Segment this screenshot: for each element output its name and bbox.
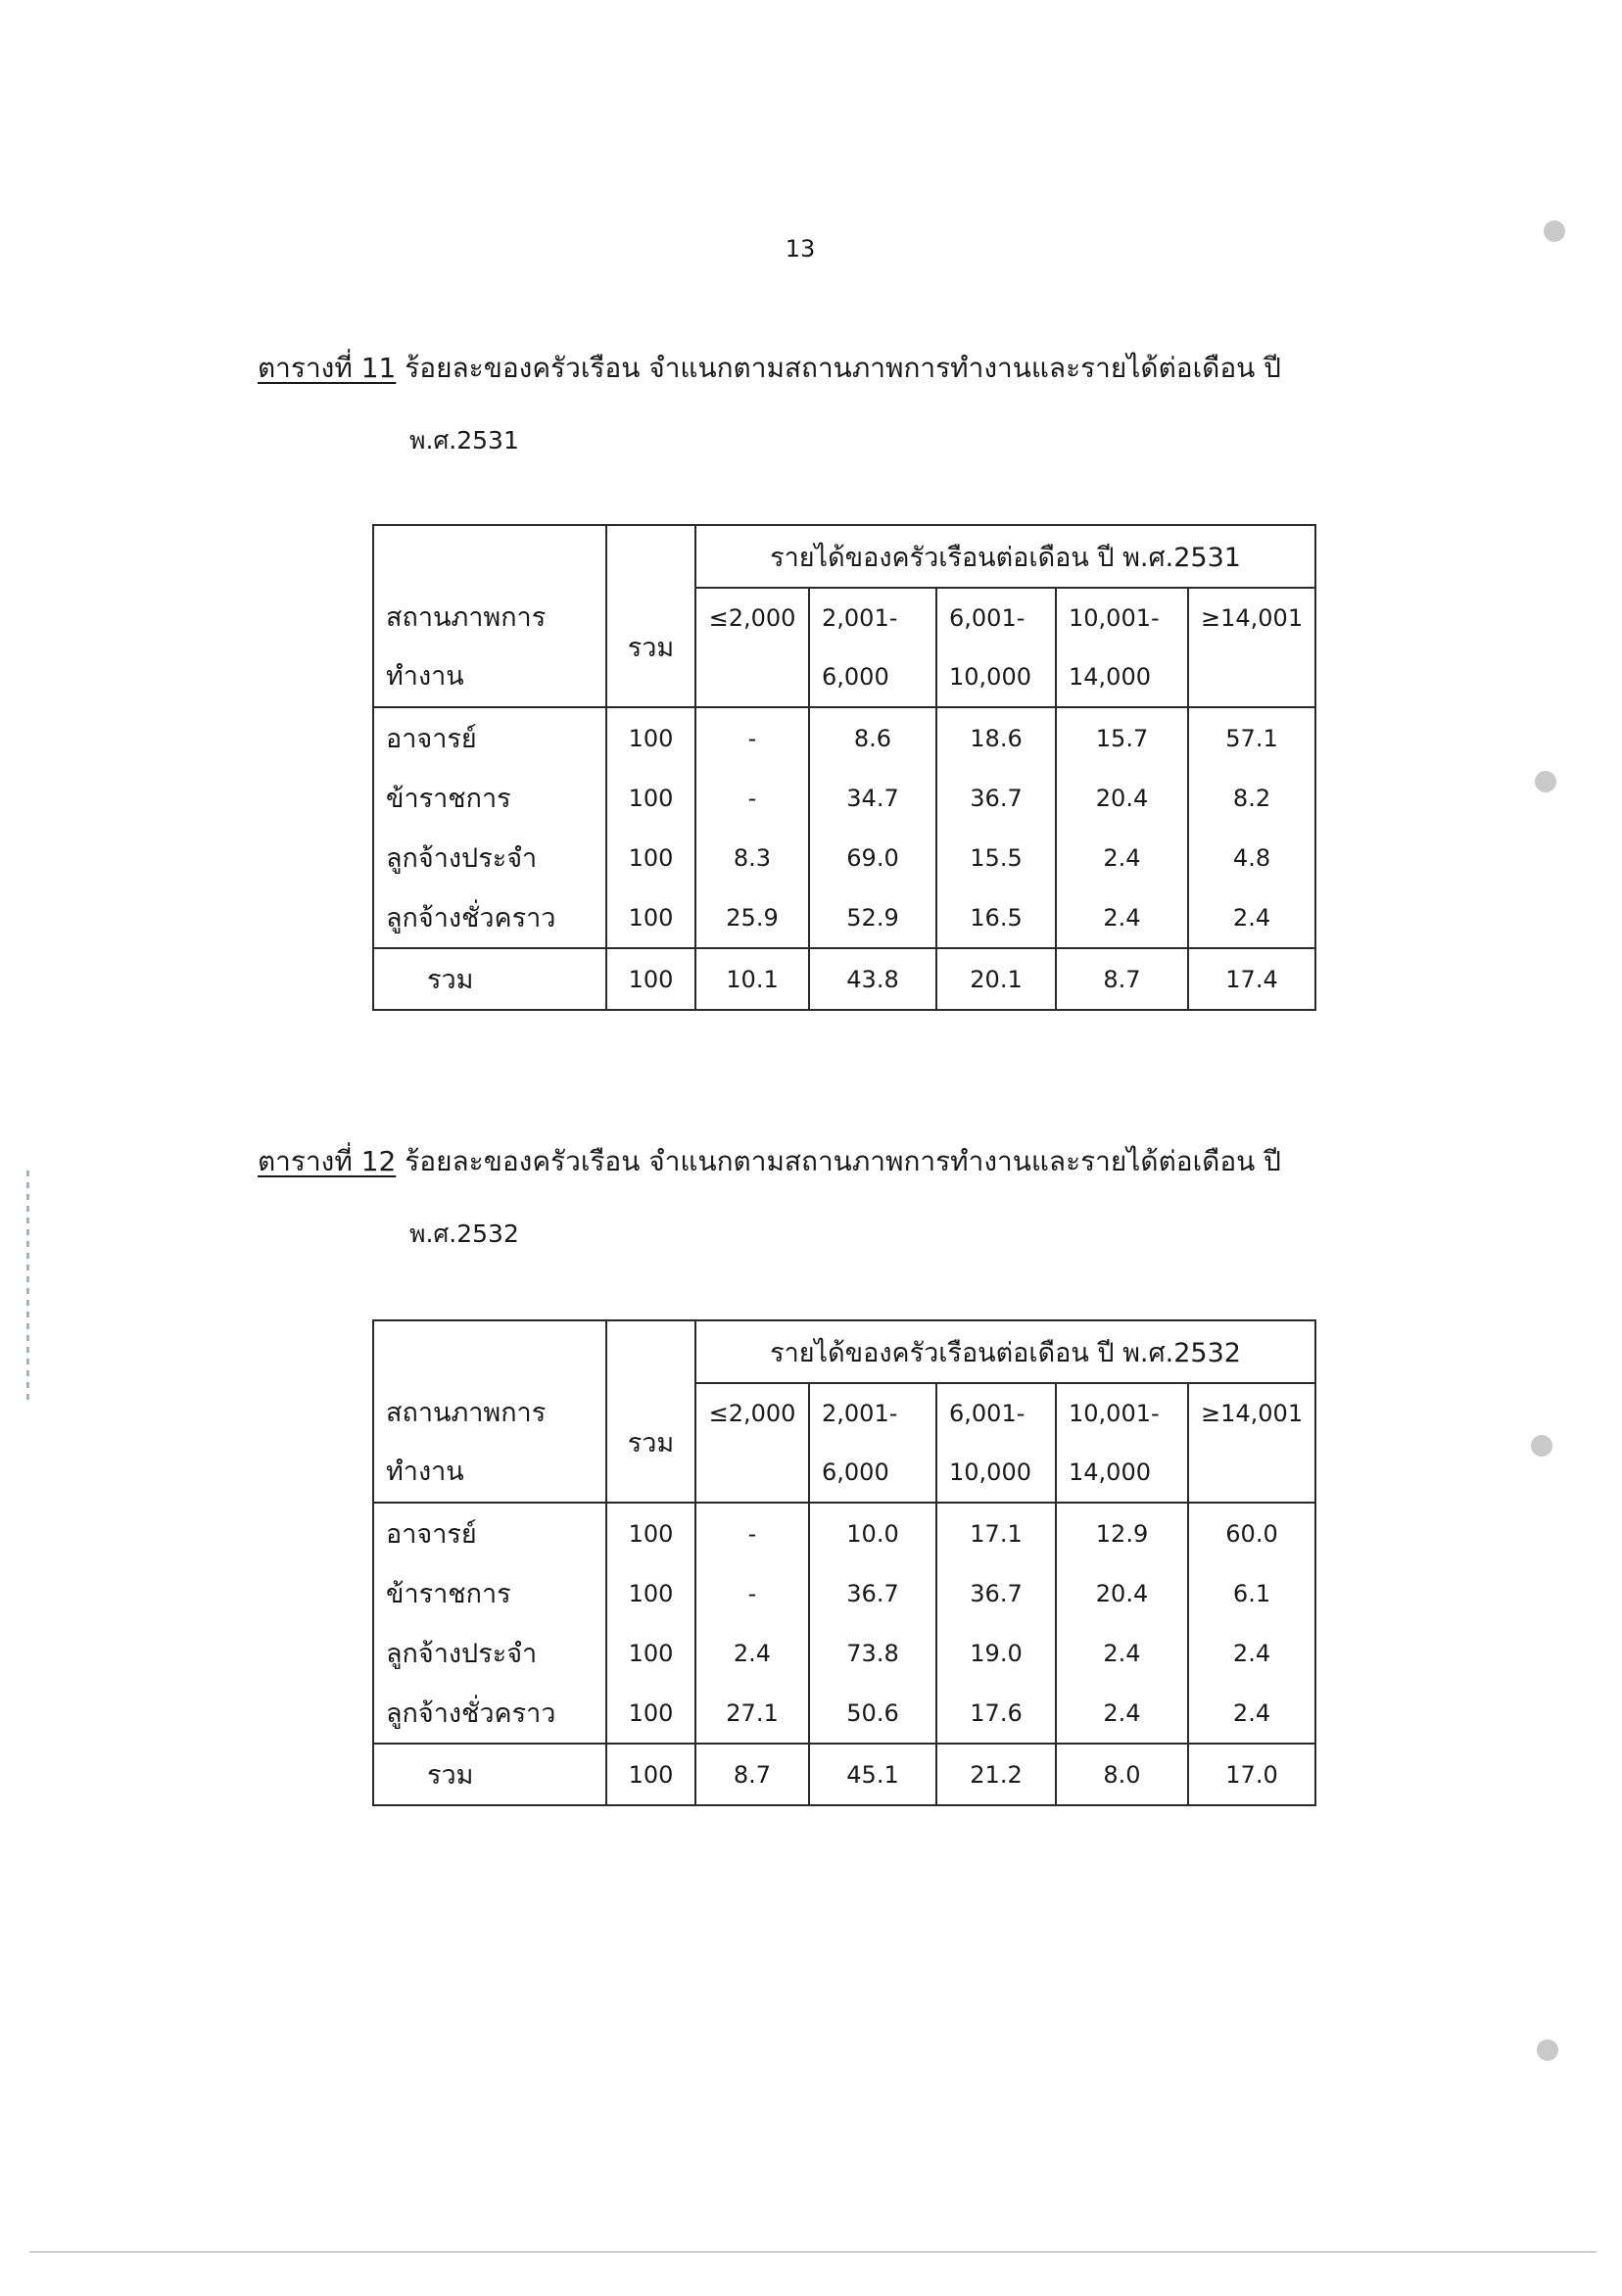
- range-header: 6,001-: [936, 588, 1056, 647]
- row-label: อาจารย์: [373, 1503, 606, 1563]
- table-cell: -: [695, 768, 809, 828]
- income-table-2531: [372, 524, 1316, 1011]
- row-total: 100: [606, 1563, 695, 1623]
- row-total: 100: [606, 768, 695, 828]
- table-cell: 10.0: [809, 1503, 936, 1563]
- punch-hole-mark: [1535, 771, 1556, 792]
- table-cell: 19.0: [936, 1623, 1056, 1683]
- table-cell: 20.1: [936, 948, 1056, 1010]
- table-cell: 52.9: [809, 887, 936, 948]
- table-cell: 69.0: [809, 828, 936, 887]
- table-cell: 17.1: [936, 1503, 1056, 1563]
- range-header-line2: 6,000: [809, 1443, 936, 1503]
- range-header-line2: 10,000: [936, 647, 1056, 707]
- row-total: 100: [606, 828, 695, 887]
- range-header: 2,001-: [809, 588, 936, 647]
- range-header: ≥14,001: [1188, 588, 1315, 647]
- table-cell: 12.9: [1056, 1503, 1188, 1563]
- table-cell: 2.4: [1056, 1623, 1188, 1683]
- table-cell: 2.4: [1056, 1683, 1188, 1744]
- table-cell: 6.1: [1188, 1563, 1315, 1623]
- range-header-line2: 10,000: [936, 1443, 1056, 1503]
- caption-title: ร้อยละของครัวเรือน จำแนกตามสถานภาพการทำงานและรายได้ต่อเดือน ปี: [405, 1145, 1281, 1177]
- table-cell: 73.8: [809, 1623, 936, 1683]
- table-cell: 8.6: [809, 707, 936, 768]
- table-cell: 60.0: [1188, 1503, 1315, 1563]
- row-label: รวม: [373, 948, 606, 1010]
- table-total-row: [373, 1744, 1315, 1805]
- row-total: 100: [606, 948, 695, 1010]
- table-cell: 21.2: [936, 1744, 1056, 1805]
- table-cell: 27.1: [695, 1683, 809, 1744]
- punch-hole-mark: [1537, 2039, 1558, 2061]
- table-cell: 2.4: [695, 1623, 809, 1683]
- table-cell: 50.6: [809, 1683, 936, 1744]
- row-label: ข้าราชการ: [373, 768, 606, 828]
- table-cell: 10.1: [695, 948, 809, 1010]
- table-cell: 20.4: [1056, 768, 1188, 828]
- table-cell: 4.8: [1188, 828, 1315, 887]
- punch-hole-mark: [1531, 1435, 1552, 1457]
- table-cell: 20.4: [1056, 1563, 1188, 1623]
- table-cell: 17.6: [936, 1683, 1056, 1744]
- row-total: 100: [606, 707, 695, 768]
- table-cell: 34.7: [809, 768, 936, 828]
- row-label: อาจารย์: [373, 707, 606, 768]
- range-header: 10,001-: [1056, 588, 1188, 647]
- row-total: 100: [606, 1623, 695, 1683]
- table-cell: 2.4: [1056, 887, 1188, 948]
- table-cell: 57.1: [1188, 707, 1315, 768]
- table-cell: 2.4: [1188, 1623, 1315, 1683]
- row-label: ลูกจ้างประจำ: [373, 1623, 606, 1683]
- table-row: [373, 768, 1315, 828]
- range-header-line2: [1188, 647, 1315, 707]
- table-cell: 16.5: [936, 887, 1056, 948]
- table-cell: 43.8: [809, 948, 936, 1010]
- range-header: 2,001-: [809, 1383, 936, 1443]
- row-label: ลูกจ้างชั่วคราว: [373, 887, 606, 948]
- table-cell: 36.7: [809, 1563, 936, 1623]
- table-cell: 2.4: [1188, 887, 1315, 948]
- caption-title: ร้อยละของครัวเรือน จำแนกตามสถานภาพการทำงานและรายได้ต่อเดือน ปี: [405, 352, 1281, 384]
- table-cell: 18.6: [936, 707, 1056, 768]
- row-total: 100: [606, 1744, 695, 1805]
- range-header-line2: 14,000: [1056, 1443, 1188, 1503]
- table-total-row: [373, 948, 1315, 1010]
- total-column-header: รวม: [606, 1383, 695, 1503]
- row-total: 100: [606, 887, 695, 948]
- range-header: ≥14,001: [1188, 1383, 1315, 1443]
- row-label: รวม: [373, 1744, 606, 1805]
- table-cell: 8.0: [1056, 1744, 1188, 1805]
- table-cell: 36.7: [936, 1563, 1056, 1623]
- margin-scan-marks: [26, 1171, 29, 1406]
- table-cell: 8.3: [695, 828, 809, 887]
- income-group-header: รายได้ของครัวเรือนต่อเดือน ปี พ.ศ.2532: [695, 1320, 1315, 1383]
- table-cell: 8.7: [1056, 948, 1188, 1010]
- table-cell: 8.2: [1188, 768, 1315, 828]
- status-column-header: สถานภาพการ ทำงาน: [373, 588, 606, 707]
- table-row: [373, 828, 1315, 887]
- status-column-header: สถานภาพการ ทำงาน: [373, 1383, 606, 1503]
- range-header-line2: [695, 1443, 809, 1503]
- range-header-line2: [1188, 1443, 1315, 1503]
- table-cell: 36.7: [936, 768, 1056, 828]
- range-header-line2: [695, 647, 809, 707]
- punch-hole-mark: [1544, 220, 1565, 242]
- range-header: ≤2,000: [695, 1383, 809, 1443]
- income-group-header: รายได้ของครัวเรือนต่อเดือน ปี พ.ศ.2531: [695, 525, 1315, 588]
- table-row: [373, 887, 1315, 948]
- table-row: [373, 707, 1315, 768]
- page-number: 13: [785, 235, 816, 263]
- table-cell: 15.5: [936, 828, 1056, 887]
- range-header-line2: 6,000: [809, 647, 936, 707]
- table-cell: 2.4: [1188, 1683, 1315, 1744]
- table-cell: 8.7: [695, 1744, 809, 1805]
- caption-year: พ.ศ.2532: [409, 1220, 519, 1248]
- income-table-2532: [372, 1319, 1316, 1806]
- bottom-scan-line: [29, 2251, 1597, 2253]
- table-row: [373, 1623, 1315, 1683]
- row-label: ลูกจ้างประจำ: [373, 828, 606, 887]
- table-cell: -: [695, 1563, 809, 1623]
- range-header: 10,001-: [1056, 1383, 1188, 1443]
- table-cell: 17.4: [1188, 948, 1315, 1010]
- table-cell: 2.4: [1056, 828, 1188, 887]
- table-row: [373, 1563, 1315, 1623]
- table-cell: 25.9: [695, 887, 809, 948]
- row-total: 100: [606, 1503, 695, 1563]
- row-total: 100: [606, 1683, 695, 1744]
- range-header: ≤2,000: [695, 588, 809, 647]
- table-cell: 17.0: [1188, 1744, 1315, 1805]
- caption-label: ตารางที่ 11: [258, 352, 397, 384]
- table-caption: [258, 349, 1325, 460]
- total-column-header: รวม: [606, 588, 695, 707]
- table-cell: 45.1: [809, 1744, 936, 1805]
- caption-label: ตารางที่ 12: [258, 1145, 397, 1177]
- table-caption: [258, 1142, 1325, 1254]
- caption-year: พ.ศ.2531: [409, 426, 519, 454]
- table-cell: 15.7: [1056, 707, 1188, 768]
- range-header: 6,001-: [936, 1383, 1056, 1443]
- table-cell: -: [695, 1503, 809, 1563]
- range-header-line2: 14,000: [1056, 647, 1188, 707]
- row-label: ข้าราชการ: [373, 1563, 606, 1623]
- table-row: [373, 1683, 1315, 1744]
- row-label: ลูกจ้างชั่วคราว: [373, 1683, 606, 1744]
- table-row: [373, 1503, 1315, 1563]
- table-cell: -: [695, 707, 809, 768]
